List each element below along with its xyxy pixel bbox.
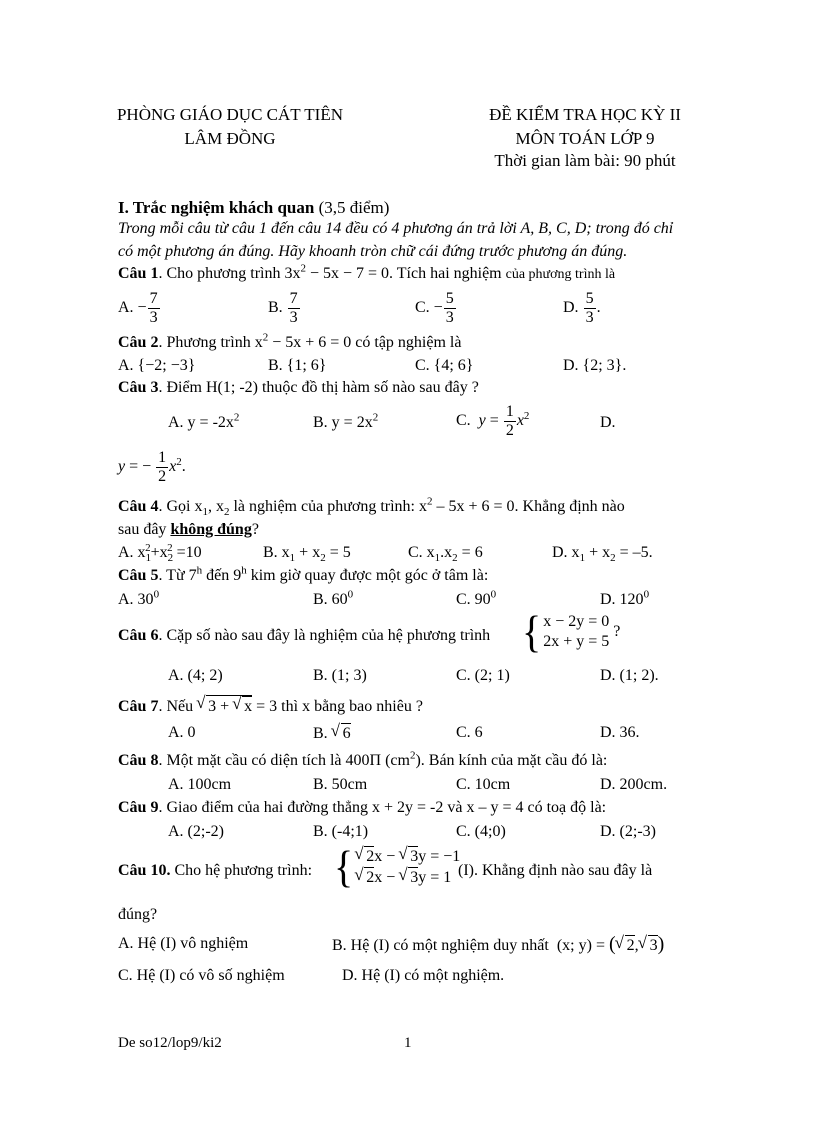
q5-option-c[interactable]: C. $90^0$ <box>456 588 497 608</box>
q4-option-b[interactable]: B. $x_1 + x_2 = 5$ <box>263 544 351 565</box>
q7-option-b[interactable]: B. √ 6 <box>313 723 351 744</box>
province-name: LÂM ĐỒNG <box>184 129 276 148</box>
question-1: Câu 1. Cho phương trình $3x^2 - 5x - 7 = 0$. Tích hai nghiệm của phương trình là <box>118 262 616 282</box>
q1-option-d[interactable]: D. $\frac{5}{3}$ . <box>563 290 601 326</box>
section-heading: I. Trắc nghiệm khách quan (3,5 điểm) <box>118 198 390 217</box>
q8-option-d[interactable]: D. 200cm. <box>600 776 668 793</box>
q5-option-d[interactable]: D. $120^0$ <box>600 588 650 608</box>
q6-option-d[interactable]: D. (1; 2). <box>600 667 659 684</box>
question-5: Câu 5. Từ 7$^h$ đến 9$^h$ kim giờ quay được một góc ở tâm là: <box>118 564 489 584</box>
q6-option-a[interactable]: A. (4; 2) <box>168 667 223 684</box>
q10-option-d[interactable]: D. Hệ (I) có một nghiệm. <box>342 967 505 984</box>
question-7: Câu 7. Nếu √ 3 + √ x = 3 thì x bằng bao nhiêu ? <box>118 695 423 717</box>
question-8: Câu 8. Một mặt cầu có diện tích là 400Π $(cm^2)$. Bán kính của mặt cầu đó là: <box>118 749 608 769</box>
q8-option-b[interactable]: B. 50cm <box>313 776 368 793</box>
q5-option-b[interactable]: B. $60^0$ <box>313 588 354 608</box>
q9-option-b[interactable]: B. (-4;1) <box>313 823 369 840</box>
q1-option-c[interactable]: C. − $\frac{5}{3}$ <box>415 290 454 326</box>
question-3: Câu 3. Điểm H(1; -2) thuộc đồ thị hàm số nào sau đây ? <box>118 379 479 396</box>
q8-option-a[interactable]: A. 100cm <box>168 776 232 793</box>
q9-option-d[interactable]: D. (2;-3) <box>600 823 656 840</box>
q3-option-d-expr: y = − $\frac{1}{2}$ $x^2$. <box>118 449 186 485</box>
q3-option-d[interactable]: D. <box>600 414 616 431</box>
instruction-line-1: Trong mỗi câu từ câu 1 đến câu 14 đều có 4 phương án trả lời A, B, C, D; trong đó chỉ <box>118 220 674 237</box>
q4-option-d[interactable]: D. $x_1 + x_2 = -5$. <box>552 544 653 565</box>
q9-option-c[interactable]: C. (4;0) <box>456 823 506 840</box>
q10-option-b[interactable]: B. Hệ (I) có một nghiệm duy nhất (x; y) = (√ 2,√ 3) <box>332 934 664 956</box>
q3-option-a[interactable]: A. $y = -2x^2$ <box>168 411 240 431</box>
question-9: Câu 9. Giao điểm của hai đường thẳng x + 2y = -2 và x – y = 4 có toạ độ là: <box>118 799 607 816</box>
q6-system: { x − 2y = 0 2x + y = 5 ? <box>522 606 621 657</box>
school-name: PHÒNG GIÁO DỤC CÁT TIÊN <box>116 105 344 124</box>
q2-option-c[interactable]: C. {4; 6} <box>415 357 474 374</box>
question-4-line2: sau đây không đúng? <box>118 521 259 538</box>
q9-option-a[interactable]: A. (2;-2) <box>168 823 224 840</box>
q2-option-d[interactable]: D. {2; 3}. <box>563 357 627 374</box>
footer-code: De so12/lop9/ki2 <box>118 1035 222 1051</box>
subject: MÔN TOÁN LỚP 9 <box>515 129 655 148</box>
q7-option-c[interactable]: C. 6 <box>456 724 483 741</box>
q6-option-b[interactable]: B. (1; 3) <box>313 667 367 684</box>
q10-option-a[interactable]: A. Hệ (I) vô nghiệm <box>118 935 249 952</box>
q7-option-a[interactable]: A. 0 <box>168 724 196 741</box>
question-4: Câu 4. Gọi $x_1$, $x_2$ là nghiệm của phương trình: $x^2 - 5x + 6 = 0$. Khẳng định nào <box>118 495 625 519</box>
q5-option-a[interactable]: A. $30^0$ <box>118 588 160 608</box>
question-10-line2: đúng? <box>118 906 158 923</box>
q8-option-c[interactable]: C. 10cm <box>456 776 511 793</box>
q1-option-a[interactable]: A. − $\frac{7}{3}$ <box>118 290 158 326</box>
q2-option-a[interactable]: A. {−2; −3} <box>118 357 196 374</box>
instruction-line-2: có một phương án đúng. Hãy khoanh tròn chữ cái đứng trước phương án đúng. <box>118 243 628 260</box>
exam-title: ĐỀ KIỂM TRA HỌC KỲ II <box>489 105 681 124</box>
question-10: Câu 10. Cho hệ phương trình: <box>118 862 313 879</box>
page-number: 1 <box>404 1035 412 1051</box>
q1-option-b[interactable]: B. $\frac{7}{3}$ <box>268 290 298 326</box>
q10-system: { √ 2x − √ 3y = −1 √ 2x − √ 3y = 1 <box>334 846 460 888</box>
q2-option-b[interactable]: B. {1; 6} <box>268 357 327 374</box>
q7-option-d[interactable]: D. 36. <box>600 724 640 741</box>
question-10-tail: (I). Khẳng định nào sau đây là <box>458 862 653 879</box>
q3-option-b[interactable]: B. $y = 2x^2$ <box>313 411 379 431</box>
q6-option-c[interactable]: C. (2; 1) <box>456 667 510 684</box>
duration: Thời gian làm bài: 90 phút <box>494 151 676 170</box>
q4-option-a[interactable]: A. $x_1^2+x_2^2 =10$ <box>118 541 202 565</box>
question-2: Câu 2. Phương trình $x^2 - 5x + 6 = 0$ có tập nghiệm là <box>118 331 462 351</box>
question-6: Câu 6. Cặp số nào sau đây là nghiệm của hệ phương trình <box>118 627 491 644</box>
q4-option-c[interactable]: C. $x_1.x_2 = 6$ <box>408 544 483 565</box>
q10-option-c[interactable]: C. Hệ (I) có vô số nghiệm <box>118 967 285 984</box>
q3-option-c[interactable]: C. y = $\frac{1}{2}$ $x^2$ <box>456 403 530 439</box>
